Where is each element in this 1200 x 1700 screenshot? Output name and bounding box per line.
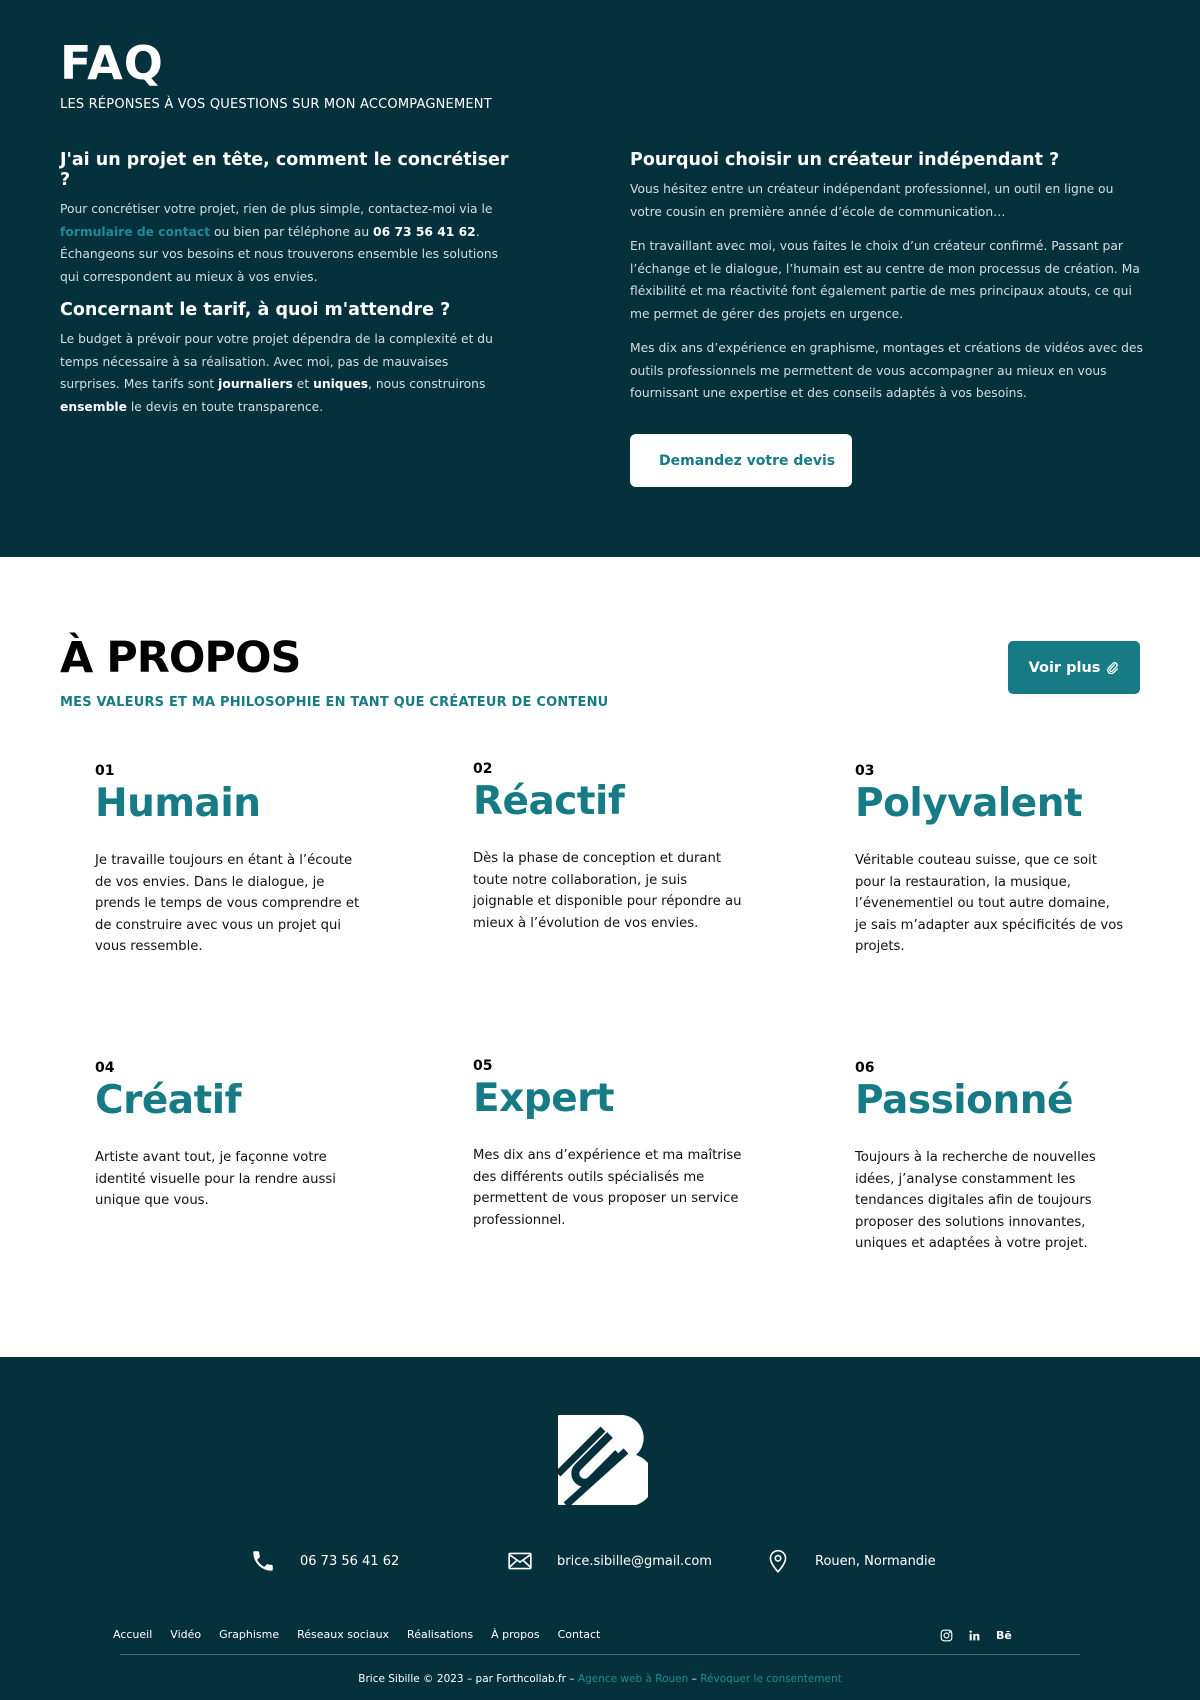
emphasis: uniques: [313, 377, 369, 391]
footer-link-accueil[interactable]: Accueil: [113, 1628, 153, 1641]
revoke-consent-link[interactable]: Révoquer le consentement: [700, 1673, 842, 1685]
value-text: Toujours à la recherche de nouvelles idées, j’analyse constamment les tendances digitales afin de toujours proposer des solutions innovantes, uniques et adaptées à votre projet.: [855, 1150, 1096, 1251]
copyright-sep: –: [688, 1673, 701, 1685]
about-title: À PROPOS: [60, 633, 301, 683]
footer-link-video[interactable]: Vidéo: [170, 1628, 202, 1641]
value-card: [855, 763, 1125, 958]
email-text: brice.sibille@gmail.com: [557, 1553, 712, 1569]
see-more-label: Voir plus: [1028, 659, 1101, 676]
faq-item-independent: [630, 150, 1145, 405]
contact-phone[interactable]: [250, 1548, 399, 1574]
faq-question: Concernant le tarif, à quoi m'attendre ?: [60, 300, 451, 320]
value-text: Véritable couteau suisse, que ce soit pour la restauration, la musique, l’évenementiel ou tout autre domaine, je sais m’adapter aux spécificités de vos projets.: [855, 853, 1124, 954]
phone-icon: [250, 1548, 276, 1574]
about-section: [0, 557, 1200, 1357]
value-title: Réactif: [473, 779, 625, 824]
value-card: [95, 1060, 365, 1212]
footer-link-contact[interactable]: Contact: [557, 1628, 601, 1641]
phone-text: 06 73 56 41 62: [300, 1553, 400, 1569]
value-number: 03: [855, 763, 875, 779]
value-text: Dès la phase de conception et durant toute notre collaboration, je suis joignable et disponible pour répondre au mieux à l’évolution de vos envies.: [473, 851, 742, 931]
answer-text: le devis en toute transparence.: [126, 399, 324, 414]
value-number: 04: [95, 1060, 115, 1076]
value-card: [855, 1060, 1125, 1255]
site-footer: [0, 1357, 1200, 1700]
value-title: Humain: [95, 781, 261, 826]
about-subtitle: MES VALEURS ET MA PHILOSOPHIE EN TANT QUE CRÉATEUR DE CONTENU: [60, 695, 609, 710]
value-title: Expert: [473, 1076, 615, 1121]
faq-answer-p3: Mes dix ans d’expérience en graphisme, montages et créations de vidéos avec des outils professionnels me permettent de vous accompagner au mieux en vous fournissant une expertise et des conseils adaptés à vos besoins.: [630, 341, 1143, 400]
answer-text: Le budget à prévoir pour votre projet dépendra de la complexité et du temps nécessaire à sa réalisation. Avec moi, pas de mauvaises surprises. Mes tarifs sont: [60, 332, 493, 391]
see-more-button[interactable]: [1008, 641, 1140, 694]
footer-link-realisations[interactable]: Réalisations: [407, 1628, 474, 1641]
copyright: [0, 1673, 1200, 1685]
faq-answer-p1: Vous hésitez entre un créateur indépendant professionnel, un outil en ligne ou votre cousin en première année d’école de communication…: [630, 182, 1114, 219]
answer-text: , nous construirons: [368, 377, 486, 391]
linkedin-icon[interactable]: [968, 1629, 981, 1642]
value-text: Je travaille toujours en étant à l’écoute de vos envies. Dans le dialogue, je prends le temps de vous comprendre et de construire avec vous un projet qui vous ressemble.: [95, 853, 360, 954]
social-links: [940, 1629, 1012, 1642]
value-card: [473, 761, 743, 934]
faq-answer: [60, 198, 510, 288]
copyright-text: Brice Sibille © 2023 – par Forthcollab.fr –: [358, 1673, 578, 1685]
value-text: Artiste avant tout, je façonne votre identité visuelle pour la rendre aussi unique que vous.: [95, 1150, 336, 1208]
location-text: Rouen, Normandie: [815, 1553, 936, 1569]
value-number: 01: [95, 763, 115, 779]
emphasis: journaliers: [218, 377, 293, 391]
agency-link[interactable]: Agence web à Rouen: [577, 1673, 689, 1685]
emphasis: ensemble: [60, 399, 127, 414]
contact-email[interactable]: [507, 1548, 712, 1574]
faq-subtitle: LES RÉPONSES À VOS QUESTIONS SUR MON ACCOMPAGNEMENT: [60, 97, 492, 112]
answer-text: et: [292, 377, 314, 391]
faq-section: [0, 0, 1200, 557]
phone-number: 06 73 56 41 62: [373, 224, 476, 239]
behance-icon[interactable]: Bē: [996, 1629, 1012, 1642]
faq-item-project: [60, 150, 510, 288]
contact-form-link[interactable]: formulaire de contact: [60, 224, 211, 239]
brand-logo[interactable]: [558, 1415, 648, 1505]
value-number: 02: [473, 761, 493, 777]
faq-answer-p2: En travaillant avec moi, vous faites le choix d’un créateur confirmé. Passant par l’échange et le dialogue, l’humain est au centre de mon processus de création. Ma fléxibilité et ma réactivité font également partie de mes principaux atouts, ce qui me permet de gérer des projets en urgence.: [630, 239, 1140, 321]
paperclip-icon: [1106, 661, 1119, 674]
value-title: Passionné: [855, 1078, 1073, 1123]
footer-link-apropos[interactable]: À propos: [491, 1628, 540, 1641]
value-card: [473, 1058, 743, 1231]
answer-text: . Échangeons sur vos besoins et nous trouverons ensemble les solutions qui correspondent au mieux à vos envies.: [60, 224, 499, 284]
value-title: Polyvalent: [855, 781, 1083, 826]
footer-divider: [120, 1654, 1080, 1655]
footer-link-reseaux[interactable]: Réseaux sociaux: [297, 1628, 390, 1641]
quote-request-button[interactable]: Demandez votre devis: [630, 434, 852, 487]
value-number: 06: [855, 1060, 875, 1076]
contact-location: [765, 1548, 936, 1574]
mail-icon: [507, 1548, 533, 1574]
faq-answer: [60, 328, 510, 418]
map-pin-icon: [765, 1548, 791, 1574]
value-text: Mes dix ans d’expérience et ma maîtrise des différents outils spécialisés me permettent de vous proposer un service professionnel.: [473, 1148, 742, 1228]
faq-title: FAQ: [60, 36, 164, 90]
instagram-icon[interactable]: [940, 1629, 953, 1642]
faq-question: Pourquoi choisir un créateur indépendant ?: [630, 150, 1060, 170]
faq-question: J'ai un projet en tête, comment le concrétiser ?: [60, 150, 509, 190]
value-title: Créatif: [95, 1078, 242, 1123]
answer-text: Pour concrétiser votre projet, rien de plus simple, contactez-moi via le: [60, 202, 493, 216]
faq-item-pricing: [60, 300, 510, 418]
answer-text: ou bien par téléphone au: [210, 224, 374, 239]
footer-link-graphisme[interactable]: Graphisme: [219, 1628, 280, 1641]
value-number: 05: [473, 1058, 493, 1074]
value-card: [95, 763, 365, 958]
footer-nav: [113, 1628, 600, 1641]
